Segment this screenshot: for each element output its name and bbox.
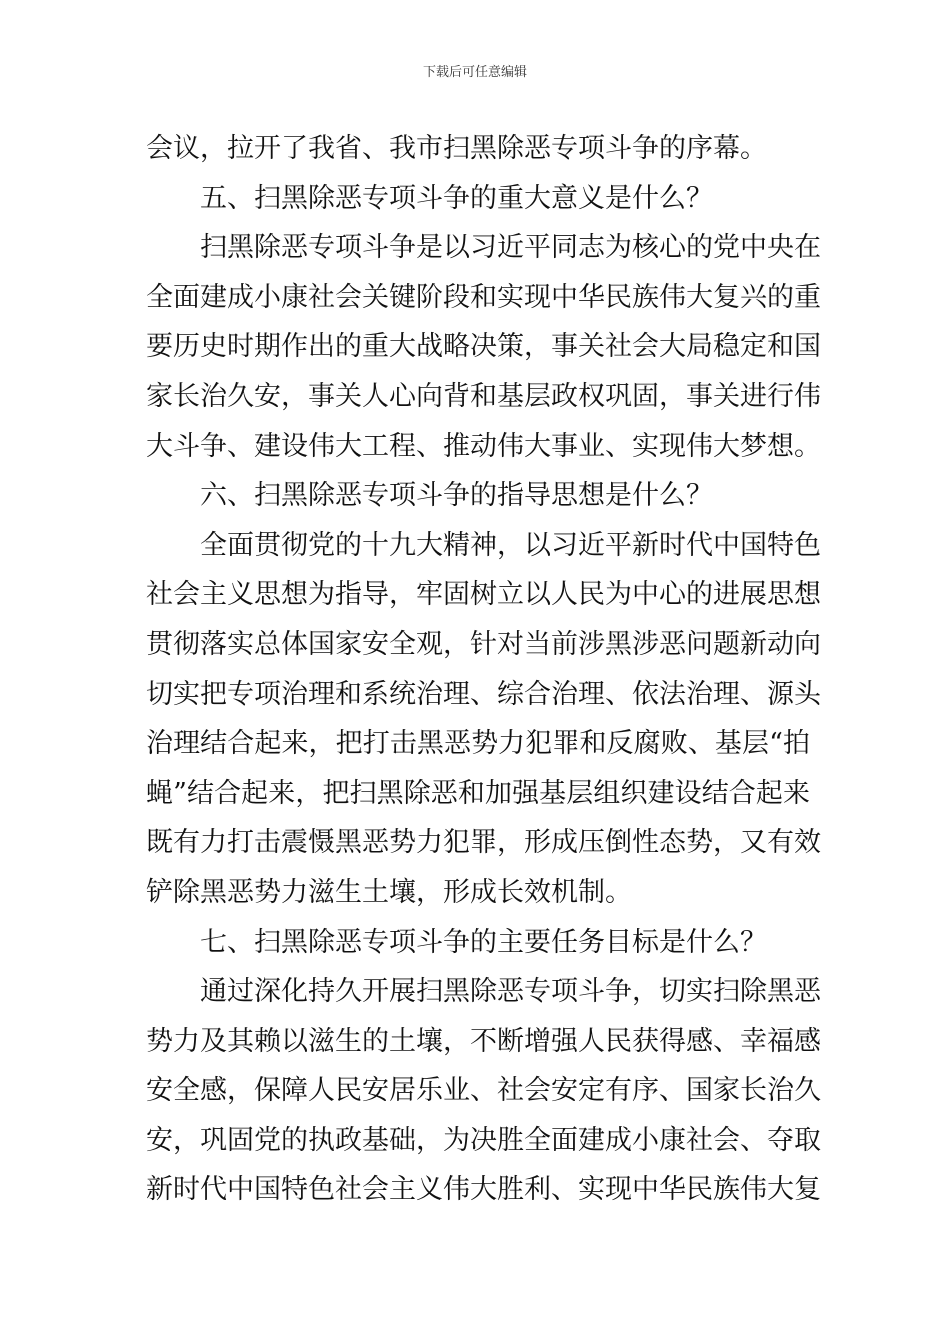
- text-line: 家长治久安，事关人心向背和基层政权巩固，事关进行伟: [146, 380, 821, 412]
- text-line: 要历史时期作出的重大战略决策，事关社会大局稳定和国: [146, 331, 821, 363]
- text-line: 社会主义思想为指导，牢固树立以人民为中心的进展思想: [146, 579, 821, 611]
- text-line: 治理结合起来，把打击黑恶势力犯罪和反腐败、基层“拍: [146, 728, 810, 760]
- text-line: 铲除黑恶势力滋生土壤，形成长效机制。: [146, 876, 632, 908]
- text-line: 安，巩固党的执政基础，为决胜全面建成小康社会、夺取: [146, 1124, 821, 1156]
- text-line: 切实把专项治理和系统治理、综合治理、依法治理、源头: [146, 678, 821, 710]
- text-line: 安全感，保障人民安居乐业、社会安定有序、国家长治久: [146, 1075, 821, 1107]
- page-header-note: 下载后可任意编辑: [422, 65, 527, 80]
- text-line: 既有力打击震慑黑恶势力犯罪，形成压倒性态势，又有效: [146, 827, 821, 859]
- text-line: 势力及其赖以滋生的土壤，不断增强人民获得感、幸福感: [146, 1025, 821, 1057]
- section-heading: 五、扫黑除恶专项斗争的重大意义是什么？: [200, 182, 713, 214]
- text-line: 大斗争、建设伟大工程、推动伟大事业、实现伟大梦想。: [146, 430, 821, 462]
- text-line: 通过深化持久开展扫黑除恶专项斗争，切实扫除黑恶: [200, 976, 821, 1008]
- text-line: 新时代中国特色社会主义伟大胜利、实现中华民族伟大复: [146, 1174, 821, 1206]
- text-line: 全面贯彻党的十九大精神，以习近平新时代中国特色: [200, 529, 821, 561]
- document-body: [146, 124, 821, 1215]
- section-heading: 七、扫黑除恶专项斗争的主要任务目标是什么？: [200, 926, 767, 958]
- text-line: 贯彻落实总体国家安全观，针对当前涉黑涉恶问题新动向: [146, 628, 821, 660]
- text-line: 蝇”结合起来，把扫黑除恶和加强基层组织建设结合起来: [146, 777, 810, 809]
- text-line: 会议，拉开了我省、我市扫黑除恶专项斗争的序幕。: [146, 133, 767, 164]
- text-line: 扫黑除恶专项斗争是以习近平同志为核心的党中央在: [200, 232, 821, 264]
- section-heading: 六、扫黑除恶专项斗争的指导思想是什么？: [200, 480, 713, 512]
- text-line: 全面建成小康社会关键阶段和实现中华民族伟大复兴的重: [146, 281, 821, 313]
